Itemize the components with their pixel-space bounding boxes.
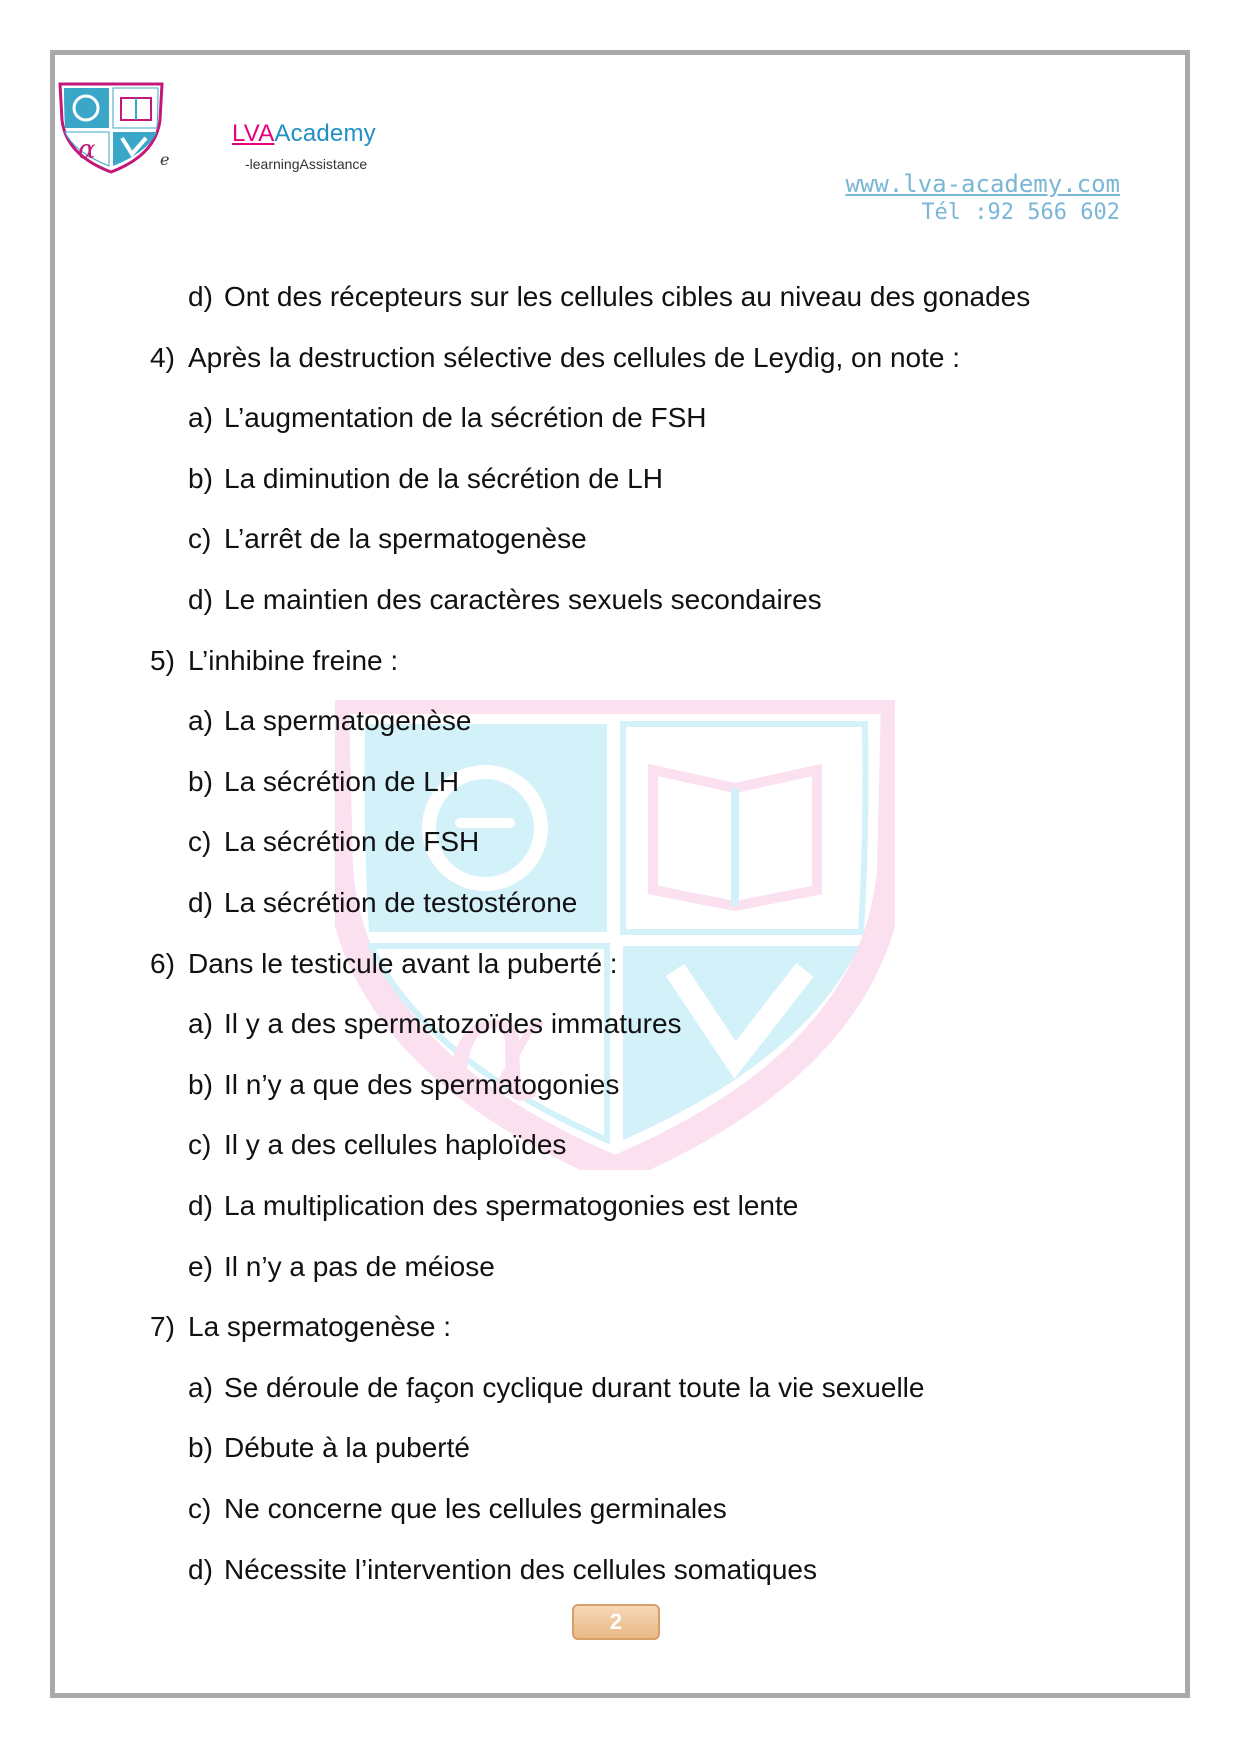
answer-option	[188, 1007, 682, 1041]
answer-option	[188, 1250, 495, 1284]
answer-option	[188, 1189, 798, 1223]
item-label: c)	[188, 1129, 212, 1161]
brand-tagline: -learningAssistance	[245, 156, 368, 172]
item-text: La spermatogenèse	[224, 705, 472, 737]
question-line	[150, 341, 960, 375]
item-text: L’arrêt de la spermatogenèse	[224, 523, 587, 555]
item-text: Débute à la puberté	[224, 1432, 470, 1464]
item-label: d)	[188, 281, 213, 312]
item-label: e)	[188, 1250, 213, 1282]
item-label: 4)	[150, 341, 175, 373]
item-text: La sécrétion de LH	[224, 765, 460, 797]
item-label: d)	[188, 1190, 213, 1221]
answer-option	[188, 280, 1030, 314]
answer-option	[188, 1492, 727, 1526]
item-label: c)	[188, 523, 212, 555]
item-label: d)	[188, 1553, 213, 1585]
item-label: c)	[188, 1493, 212, 1524]
item-label: d)	[188, 887, 213, 918]
answer-option	[188, 462, 663, 496]
phone-number: Tél :92 566 602	[921, 200, 1120, 225]
item-text: La spermatogenèse :	[188, 1311, 452, 1343]
item-text: Après la destruction sélective des cellules de Leydig, on note :	[188, 341, 961, 373]
brand-name	[232, 120, 376, 148]
item-text: Il n’y a que des spermatogonies	[224, 1068, 620, 1100]
item-text: Ont des récepteurs sur les cellules cibles au niveau des gonades	[224, 281, 1031, 312]
answer-option	[188, 1371, 924, 1405]
item-label: 6)	[150, 947, 175, 979]
item-label: b)	[188, 1068, 213, 1100]
item-label: a)	[188, 1008, 213, 1040]
answer-option	[188, 1431, 470, 1465]
svg-text:α: α	[78, 135, 96, 165]
answer-option	[188, 886, 577, 920]
item-label: b)	[188, 1432, 213, 1464]
brand-academy: Academy	[274, 120, 376, 147]
item-label: b)	[188, 765, 213, 797]
lva-shield-logo	[56, 80, 166, 174]
item-label: a)	[188, 1371, 213, 1403]
answer-option	[188, 583, 822, 617]
answer-option	[188, 401, 707, 435]
answer-option	[188, 825, 479, 859]
question-line	[150, 1310, 451, 1344]
contact-block	[845, 170, 1120, 225]
item-text: L’augmentation de la sécrétion de FSH	[224, 402, 707, 434]
svg-text:α: α	[445, 962, 547, 1136]
item-text: Il y a des cellules haploïdes	[224, 1129, 567, 1161]
item-label: a)	[188, 705, 213, 737]
answer-option	[188, 522, 587, 556]
website-link[interactable]: www.lva-academy.com	[845, 170, 1120, 198]
answer-option	[188, 1068, 619, 1102]
brand-lva: LVA	[232, 120, 275, 147]
item-label: a)	[188, 402, 213, 434]
item-text: Se déroule de façon cyclique durant toute la vie sexuelle	[224, 1371, 925, 1403]
item-text: La multiplication des spermatogonies est lente	[224, 1190, 799, 1221]
item-label: 5)	[150, 644, 175, 676]
item-text: La sécrétion de testostérone	[224, 887, 578, 918]
answer-option	[188, 1553, 817, 1587]
item-label: d)	[188, 584, 213, 615]
item-text: Il y a des spermatozoïdes immatures	[224, 1008, 682, 1040]
question-line	[150, 947, 618, 981]
item-text: Il n’y a pas de méiose	[224, 1250, 495, 1282]
item-text: Ne concerne que les cellules germinales	[224, 1493, 727, 1524]
item-text: L’inhibine freine :	[188, 644, 399, 676]
answer-option	[188, 765, 459, 799]
question-line	[150, 644, 398, 678]
item-label: 7)	[150, 1311, 175, 1343]
answer-option	[188, 1128, 566, 1162]
item-text: La sécrétion de FSH	[224, 826, 480, 858]
logo-e-letter: e	[160, 150, 170, 169]
item-text: La diminution de la sécrétion de LH	[224, 462, 663, 494]
item-label: b)	[188, 462, 213, 494]
item-label: c)	[188, 826, 212, 858]
item-text: Le maintien des caractères sexuels secondaires	[224, 584, 822, 615]
item-text: Nécessite l’intervention des cellules somatiques	[224, 1553, 817, 1585]
page-number: 2	[572, 1604, 660, 1640]
item-text: Dans le testicule avant la puberté :	[188, 947, 618, 979]
answer-option	[188, 704, 472, 738]
